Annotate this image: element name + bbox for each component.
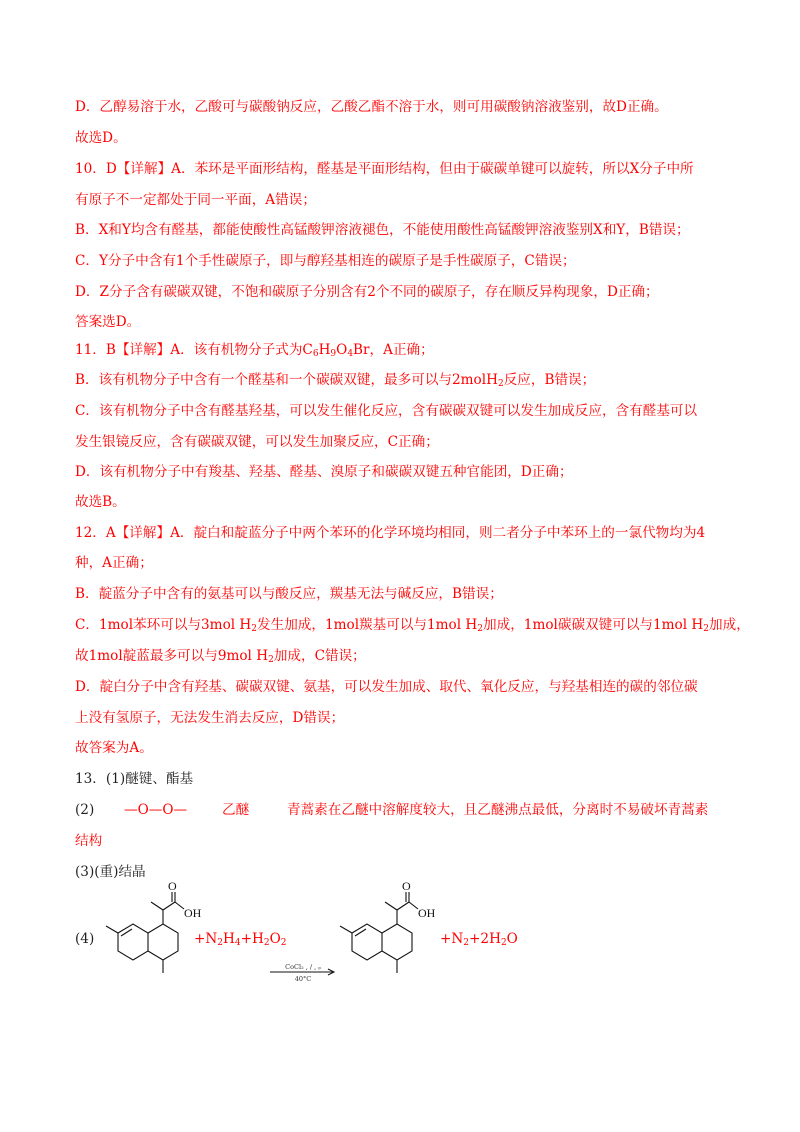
text-line: 种，A正确；: [75, 555, 153, 571]
question-number: (2): [75, 802, 95, 818]
subscript: 4: [347, 349, 354, 359]
text-span: +N: [194, 931, 218, 947]
subscript: 2: [497, 379, 504, 389]
reaction-conditions-top: CoCl₂ , ∕ , ₚ: [285, 963, 321, 971]
text-span: H: [223, 931, 235, 947]
text-line: D．乙醇易溶于水，乙酸可与碳酸钠反应，乙酸乙酯不溶于水，则可用碳酸钠溶液鉴别，故D正确。: [75, 99, 668, 115]
text-line: [75, 615, 750, 635]
products-byproducts: [440, 931, 518, 947]
text-span: 加成，1mol碳碳双键可以与1mol H: [483, 617, 704, 633]
text-line: [75, 370, 595, 390]
text-line: 10．D【详解】A．苯环是平面形结构，醛基是平面形结构，但由于碳碳单键可以旋转，所以X分子中所: [75, 161, 694, 177]
text-line: C．该有机物分子中含有醛基羟基，可以发生催化反应，含有碳碳双键可以发生加成反应，含有醛基可以: [75, 403, 698, 419]
reactant-structure: [88, 879, 202, 982]
text-span: 发生加成，1mol羰基可以与1mol H: [257, 617, 478, 633]
text-line: 故选D。: [75, 130, 127, 146]
answer-solvent: 乙醚: [222, 802, 250, 818]
text-line: (3)(重)结晶: [75, 864, 146, 880]
text-line: B．靛蓝分子中含有的氨基可以与酸反应，羰基无法与碱反应，B错误；: [75, 586, 503, 602]
product-structure: [322, 879, 436, 982]
answer-peroxide: —O—O—: [124, 802, 188, 818]
text-span: +H: [240, 931, 264, 947]
text-line: 13．(1)醚键、酯基: [75, 771, 194, 787]
text-line: D．Z分子含有碳碳双键，不饱和碳原子分别含有2个不同的碳原子，存在顺反异构现象，D正确；: [75, 284, 659, 300]
text-line: 故答案为A。: [75, 740, 153, 756]
text-span: H: [318, 342, 331, 358]
text-line: 故选B。: [75, 494, 126, 510]
reactant-structure-svg: [88, 879, 202, 982]
text-span: 加成，C错误；: [273, 648, 366, 664]
oxygen-atom: O: [168, 879, 177, 893]
text-span: 加成，: [709, 617, 750, 633]
subscript: 2: [500, 938, 507, 948]
reaction-conditions-bottom: 40°C: [294, 975, 312, 983]
text-line: 发生银镜反应，含有碳碳双键，可以发生加聚反应，C正确；: [75, 434, 439, 450]
reactants-reagents: [194, 931, 287, 947]
answer-reason: 青蒿素在乙醚中溶解度较大，且乙醚沸点最低，分离时不易破坏青蒿素: [287, 802, 709, 818]
text-line: B．X和Y均含有醛基，都能使酸性高锰酸钾溶液褪色，不能使用酸性高锰酸钾溶液鉴别X和Y，B错误；: [75, 222, 690, 238]
text-line: 有原子不一定都处于同一平面，A错误；: [75, 192, 316, 208]
subscript: 6: [312, 349, 319, 359]
hydroxyl-group: OH: [184, 906, 202, 920]
text-span: 11．B【详解】A．该有机物分子式为C: [75, 342, 313, 358]
product-structure-svg: [322, 879, 436, 982]
subscript: 2: [463, 938, 470, 948]
text-span: O: [336, 342, 348, 358]
text-span: 反应，B错误；: [503, 372, 596, 388]
text-span: B．该有机物分子中含有一个醛基和一个碳碳双键，最多可以与2molH: [75, 372, 498, 388]
text-line: 答案选D。: [75, 314, 141, 330]
subscript: 2: [268, 655, 274, 665]
text-span: +2H: [469, 931, 501, 947]
text-line: 12．A【详解】A．靛白和靛蓝分子中两个苯环的化学环境均相同，则二者分子中苯环上的一氯代物均为4: [75, 525, 706, 541]
subscript: 2: [477, 624, 484, 634]
subscript: 2: [703, 624, 710, 634]
text-span: 故1mol靛蓝最多可以与9mol H: [75, 648, 269, 664]
text-line: [75, 646, 366, 666]
subscript: 2: [263, 938, 270, 948]
text-span: Br，A正确；: [353, 342, 434, 358]
text-line: D．该有机物分子中有羧基、羟基、醛基、溴原子和碳碳双键五种官能团，D正确；: [75, 464, 573, 480]
subscript: 2: [280, 938, 287, 948]
text-span: O: [269, 931, 281, 947]
subscript: 2: [251, 624, 258, 634]
text-span: C．1mol苯环可以与3mol H: [75, 617, 252, 633]
hydroxyl-group: OH: [418, 906, 436, 920]
text-line: 结构: [75, 833, 103, 849]
text-span: O: [506, 931, 518, 947]
subscript: 4: [234, 938, 241, 948]
subscript: 9: [330, 349, 337, 359]
oxygen-atom: O: [402, 879, 411, 893]
text-line: D．靛白分子中含有羟基、碳碳双键、氨基，可以发生加成、取代、氧化反应，与羟基相连的碳的邻位碳: [75, 679, 698, 695]
text-line: C．Y分子中含有1个手性碳原子，即与醇羟基相连的碳原子是手性碳原子，C错误；: [75, 253, 576, 269]
text-line: [75, 340, 434, 360]
text-line: 上没有氢原子，无法发生消去反应，D错误；: [75, 710, 345, 726]
scheme-label: (4): [75, 931, 95, 947]
text-span: +N: [440, 931, 464, 947]
subscript: 2: [217, 938, 224, 948]
